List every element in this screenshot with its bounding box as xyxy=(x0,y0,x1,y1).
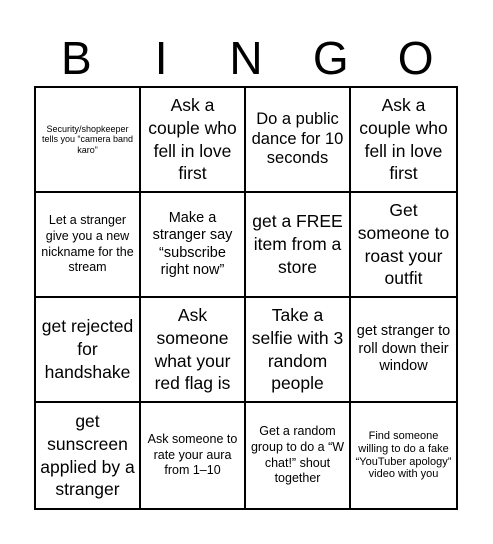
bingo-cell[interactable] xyxy=(36,88,141,193)
header-letter-g: G xyxy=(312,32,349,84)
bingo-board xyxy=(34,86,458,510)
header-letter-b: B xyxy=(61,32,92,84)
bingo-cell[interactable] xyxy=(246,298,351,403)
cell-text: Ask a couple who fell in love first xyxy=(148,95,237,184)
bingo-cell[interactable] xyxy=(141,298,246,403)
cell-text: Make a stranger say “subscribe right now” xyxy=(152,209,233,278)
bingo-cell[interactable] xyxy=(351,403,456,508)
bingo-cell[interactable] xyxy=(141,403,246,508)
header-letter-n: N xyxy=(229,32,263,84)
cell-text: Get a random group to do a “W chat!” shout together xyxy=(250,424,345,486)
bingo-cell[interactable] xyxy=(36,403,141,508)
bingo-cell[interactable] xyxy=(351,193,456,298)
header-letter-o: O xyxy=(397,32,434,84)
cell-text: Ask someone to rate your aura from 1–10 xyxy=(147,432,238,478)
bingo-cell[interactable] xyxy=(36,193,141,298)
cell-text: Security/shopkeeper tells you “camera band karo” xyxy=(41,123,134,155)
cell-text: Do a public dance for 10 seconds xyxy=(251,109,344,168)
cell-text: get rejected for handshake xyxy=(41,316,134,382)
header-letter-i: I xyxy=(154,32,168,84)
cell-text: Ask a couple who fell in love first xyxy=(359,95,448,184)
bingo-cell[interactable] xyxy=(36,298,141,403)
cell-text: get stranger to roll down their window xyxy=(356,323,451,375)
bingo-cell[interactable] xyxy=(141,88,246,193)
bingo-cell[interactable] xyxy=(141,193,246,298)
bingo-cell[interactable] xyxy=(246,403,351,508)
cell-text: Take a selfie with 3 random people xyxy=(251,305,344,394)
cell-text: get sunscreen applied by a stranger xyxy=(40,411,135,500)
bingo-header xyxy=(34,30,458,86)
cell-text: Let a stranger give you a new nickname for the stream xyxy=(41,213,134,275)
cell-text: get a FREE item from a store xyxy=(252,211,343,277)
bingo-cell[interactable] xyxy=(351,88,456,193)
cell-text: Find someone willing to do a fake “YouTuber apology” video with you xyxy=(355,430,452,481)
bingo-cell[interactable] xyxy=(246,88,351,193)
cell-text: Ask someone what your red flag is xyxy=(154,305,231,394)
bingo-cell[interactable] xyxy=(351,298,456,403)
cell-text: Get someone to roast your outfit xyxy=(357,200,450,289)
bingo-cell[interactable] xyxy=(246,193,351,298)
